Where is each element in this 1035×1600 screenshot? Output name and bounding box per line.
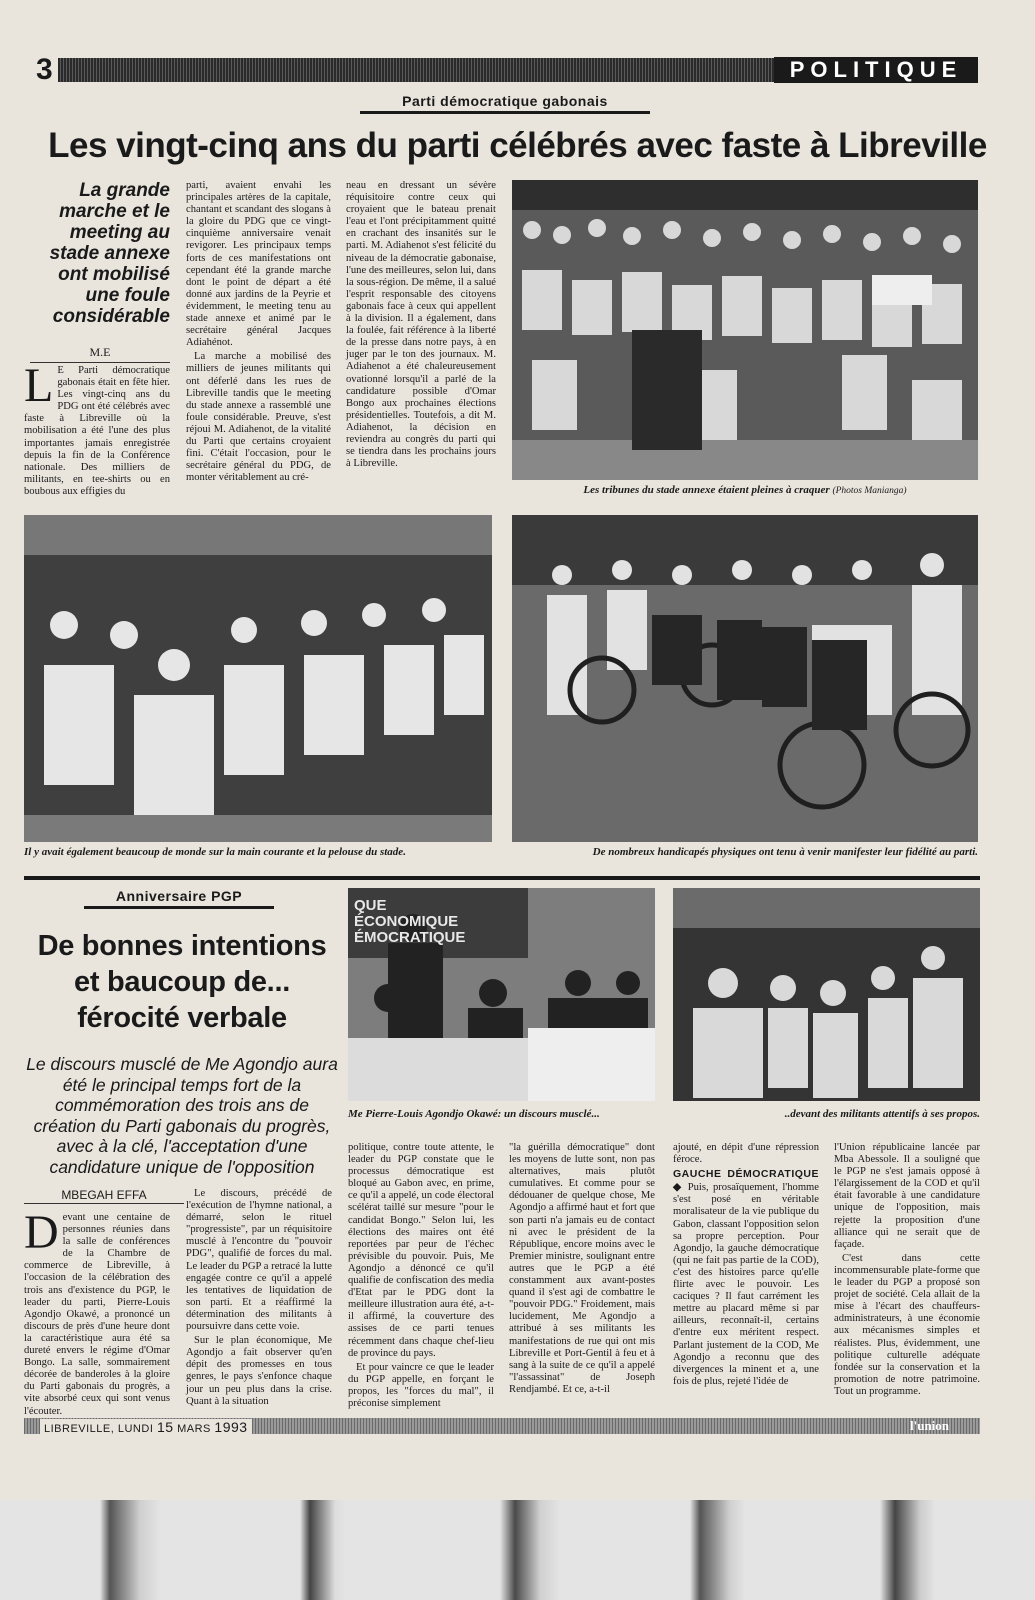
article2-col2-para1: Le discours, précédé de l'exécution de l'hymne national, a démarré, selon le rituel "progressiste", par un réquisitoire musclé à l'encontre du "pouvoir PDG", qualifié de forces du mal. Le leader du PGP a retracé la lutte engagée contre ce qu'il a appelé les tentatives de liquidation de son parti. Et a réaffirmé la détermination des militants à poursuivre dans cette voie.	[186, 1188, 332, 1333]
article1-dropcap: L	[24, 359, 54, 412]
militants-photo	[673, 888, 980, 1101]
article2-col2-para2: Sur le plan économique, Me Agondjo a fait observer qu'en dépit des promesses en tous genres, le pays s'enfonce chaque jour un peu plus dans la crise. Quant à la situation	[186, 1335, 332, 1407]
article1-column-3	[346, 180, 496, 500]
wheelchairs-caption: De nombreux handicapés physiques ont tenu à venir manifester leur fidélité au parti.	[592, 846, 978, 858]
footer-year: 1993	[214, 1419, 248, 1435]
article2-col6-para2: C'est dans cette incommensurable plate-forme que le leader du PGP a proposé son projet de société. Cela allait de la mise à l'écart des chauffeurs-administrateurs, à une économie aux mécanismes simples et réalistes. Plus, évidemment, une politique culturelle adéquate fondée sur la conservation et la promotion de notre patrimoine. Tout un programme.	[834, 1252, 980, 1397]
article1-byline: M.E	[30, 345, 170, 363]
article2-col1-text: evant une centaine de personnes réunies dans la salle de conférences de la Chambre de commerce de Libreville, à l'occasion de la célébration des trois ans d'existence du PGP, le leader du parti, Pierre-Louis Agondjo Okawé, a prononcé un discours de près d'une heure dont la caractéristique aura été sa dureté envers le régime d'Omar Bongo. La salle, sommairement décorée de banderoles à la gloire du Parti gabonais du progrès, a vite absorbé ceux qui sont venus l'écouter.	[24, 1212, 170, 1417]
wheelchairs-photo	[512, 515, 978, 842]
article2-column-2	[186, 1188, 332, 1406]
article1-column-1	[24, 359, 170, 505]
article2-col5-body: Puis, prosaïquement, l'homme s'est posé en véritable moralisateur de la vie publique du Gabon, classant l'opposition selon sa propre perception. Pour Agondjo, la gauche démocratique (qui ne fait pas partie de la COD), c'est des histoires parce qu'elle flirte avec le pouvoir. Les caciques ? Il faut carrément les mettre au placard même si par ailleurs, reconnaît-il, certains d'entre eux méritent respect. Parlant justement de la COD, Me Agondjo a reconnu que des divergences la minent et a, une fois de plus, rejeté l'idée de	[673, 1182, 819, 1387]
article2-column-5	[673, 1142, 819, 1406]
article2-column-6	[834, 1142, 980, 1406]
article2-col3-para1: politique, contre toute attente, le leader du PGP constate que le processus démocratique est bloqué au Gabon avec, en prime, ce qu'il a appelé, un code électoral scélérat taillé sur mesure "pour le candidat Bongo." Selon lui, les élections des maires ont été reportées par peur de l'échec prévisible du pouvoir. Puis, Me Agondjo a dénoncé ce qu'il qualifie de confiscation des media d'Etat par le PDG dont la meilleure illustration aura été, a-t-il affirmé, la couverture des assises de ce parti tenues récemment dans chaque chef-lieu de province du pays.	[348, 1142, 494, 1359]
footer-day-num: 15	[156, 1419, 174, 1435]
section-divider	[24, 876, 980, 880]
article2-col3-para2: Et pour vaincre ce que le leader du PGP appelle, en forçant le propos, les "forces du mal", il préconise simplement	[348, 1361, 494, 1409]
footer-date	[40, 1419, 252, 1435]
article1-col2-para1: parti, avaient envahi les principales artères de la capitale, chantant et scandant des slogans à la gloire du PDG que ce vingt-cinquième anniversaire venait revigorer. Les principaux temps forts de ces manifestations ont cependant été la grande marche dont le point de départ a été donné aux jardins de la Peyrie et évidemment, le meeting tenu au stade annexe et animé par le secrétaire général Jacques Adiahénot.	[186, 180, 331, 349]
article2-column-4	[509, 1142, 655, 1406]
article2-deck: Le discours musclé de Me Agondjo aura été le principal temps fort de la commémoration des trois ans de création du Parti gabonais du progrès, avec à la clé, l'acceptation d'une candidature unique de l'opposition	[26, 1054, 338, 1177]
article1-kicker: Parti démocratique gabonais	[360, 93, 650, 114]
article2-dropcap: D	[24, 1206, 59, 1259]
article2-col5-intro: ajouté, en dépit d'une répression féroce.	[673, 1142, 819, 1166]
article2-col6-para1: l'Union républicaine lancée par Mba Abessole. Il a souligné que le PGP ne s'est jamais opposé à l'élargissement de la COD et qu'il était favorable à une candidature unique de l'opposition, mais rejette la proposition d'une alliance qui ne serait que de façade.	[834, 1142, 980, 1250]
stands-photo	[512, 180, 978, 480]
article2-kicker: Anniversaire PGP	[84, 888, 274, 909]
militants-caption: ..devant des militants attentifs à ses propos.	[784, 1108, 980, 1120]
stands-caption	[512, 484, 978, 498]
article1-col3-para: neau en dressant un sévère réquisitoire contre ceux qui croyaient que le bateau prenait l'eau et l'ont précipitamment quitté en crachant des insanités sur le parti. M. Adiahenot s'est félicité du niveau de la démocratie gabonaise, l'une des meilleures, selon lui, dans la sous-région. De même, il a salué l'esprit responsable des citoyens gabonais face à ceux qui appellent à la division. Il a également, dans la foulée, fait référence à la liberté de la presse dans notre pays, à en juger par le ton des journaux. M. Adiahenot a été chaleureusement ovationné lorsqu'il a parlé de la candidature possible d'Omar Bongo aux prochaines élections présidentielles. Toutefois, a dit M. Adiahenot, la décision en reviendra au congrès du parti qui se tiendra dans les prochains jours à Libreville.	[346, 180, 496, 470]
article1-col2-para2: La marche a mobilisé des milliers de jeunes militants qui ont déferlé dans les rues de Libreville tandis que le meeting du stade annexe a rassemblé une foule considérable. Preuve, s'est réjoui M. Adiahenot, de la vitalité du Parti que certains croyaient fini. C'était l'occasion, pour le secrétaire général du PDG, de monter véritablement au cré-	[186, 351, 331, 484]
article2-subhead: GAUCHE DÉMOCRATIQUE ◆	[673, 1168, 819, 1194]
article1-col1-text: E Parti démocratique gabonais était en fête hier. Les vingt-cinq ans du PDG ont été célébrés avec faste à Libreville où la mobilisation a été l'une des plus importantes jamais enregistrée depuis la fin de la Conférence nationale. Des milliers de militants, en tee-shirts ou en boubous aux effigies du	[24, 365, 170, 497]
article2-headline: De bonnes intentions et baucoup de... férocité verbale	[37, 930, 327, 1034]
stands-caption-text: Les tribunes du stade annexe étaient pleines à craquer	[583, 484, 830, 496]
page-number: 3	[36, 53, 53, 86]
speaker-caption: Me Pierre-Louis Agondjo Okawé: un discours musclé...	[348, 1108, 600, 1120]
article2-column-3	[348, 1142, 494, 1409]
article1-deck: La grande marche et le meeting au stade annexe ont mobilisé une foule considérable	[49, 180, 170, 327]
article2-col5-para	[673, 1168, 819, 1388]
article1-column-2	[186, 180, 331, 500]
crowd-photo	[24, 515, 492, 842]
footer-city-day: LIBREVILLE, LUNDI	[44, 1423, 154, 1435]
article2-col4-para: "la guérilla démocratique" dont les moyens de lutte sont, non pas alternatives, mais plutôt cumulatives. Et comme pour se dédouaner de quelque chose, Me Agondjo a affirmé haut et fort que son parti n'a jamais eu de contact ni avec le président de la République, encore moins avec le Premier ministre, soulignant entre autres que le PGP a été constamment aux avant-postes quand il s'est agi de combattre le "pouvoir PDG." Froidement, mais lucidement, Me Agondjo a attribué à ses militants les manifestations de rue qui ont mis Libreville et Port-Gentil à feu et à sang à la suite de ce qu'il a appelé "l'assassinat" de Joseph Rendjambé. Et ce, a-t-il	[509, 1142, 655, 1395]
article2-byline: MBEGAH EFFA	[24, 1188, 184, 1204]
crowd-caption: Il y avait également beaucoup de monde sur la main courante et la pelouse du stade.	[24, 846, 406, 858]
section-label: POLITIQUE	[774, 57, 978, 83]
footer-month: MARS	[177, 1423, 211, 1435]
article1-headline: Les vingt-cinq ans du parti célébrés avec faste à Libreville	[48, 126, 987, 165]
speaker-photo	[348, 888, 655, 1101]
article2-column-1	[24, 1206, 170, 1417]
footer-brand: l'union	[910, 1418, 950, 1433]
banner-text: QUE ÉCONOMIQUE ÉMOCRATIQUE	[354, 897, 466, 946]
scan-edge	[0, 1500, 1035, 1600]
photo-credit: (Photos Manianga)	[832, 486, 907, 496]
